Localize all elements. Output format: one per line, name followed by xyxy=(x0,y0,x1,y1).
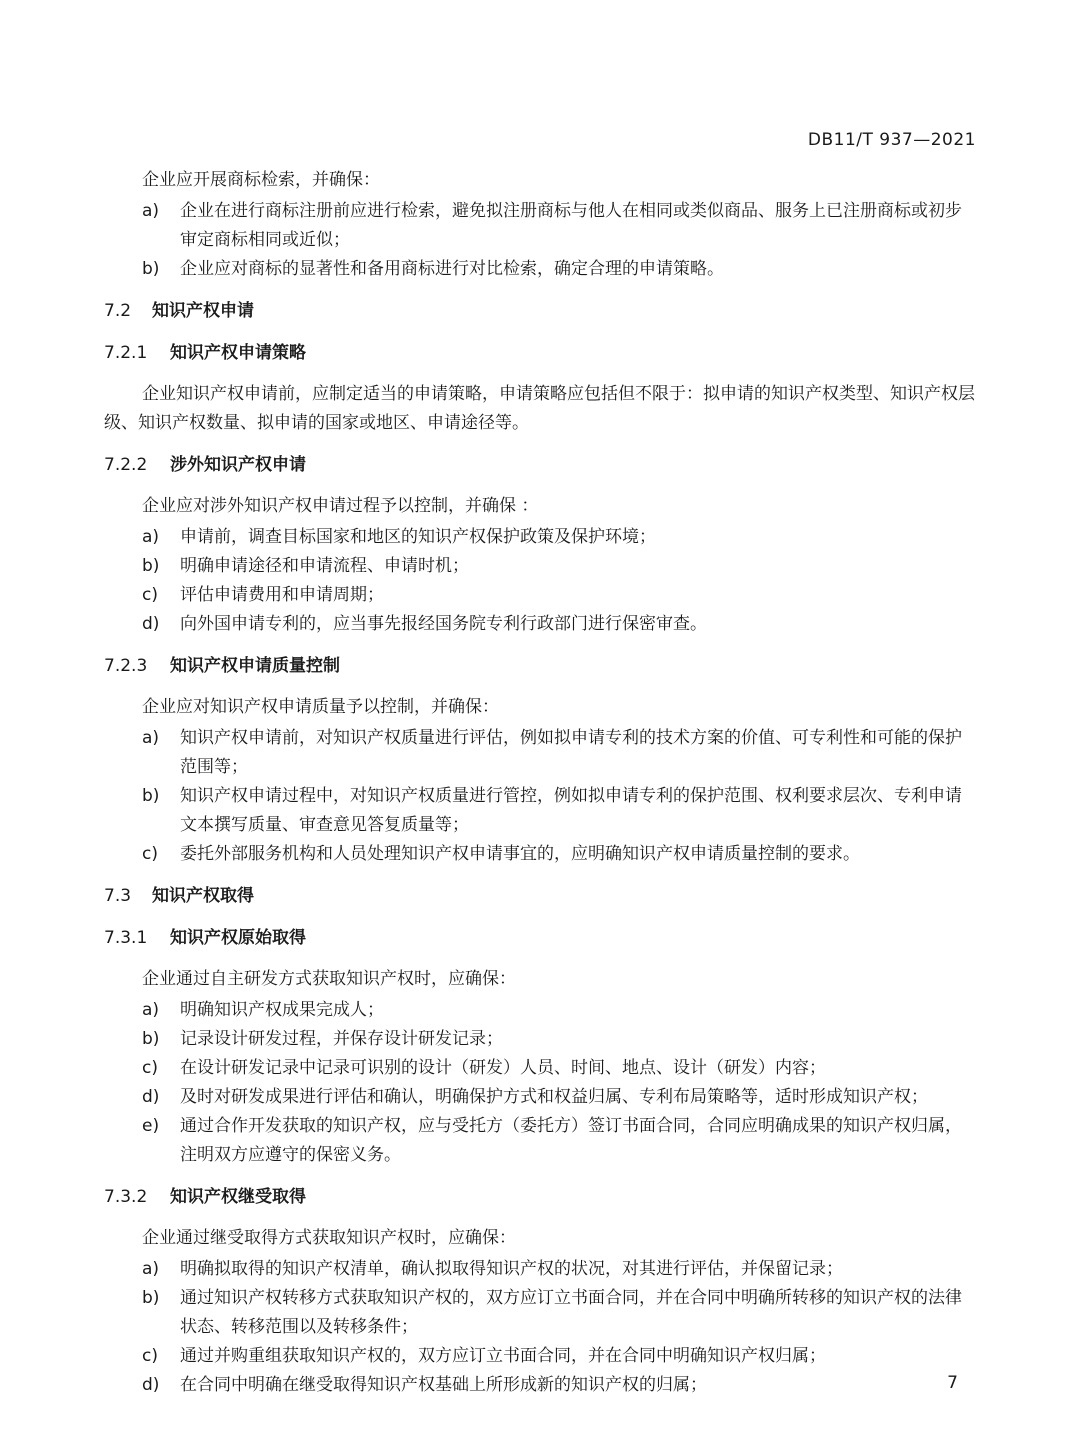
section-number: 7.2.1 xyxy=(104,343,148,363)
list-item-text: 明确拟取得的知识产权清单，确认拟取得知识产权的状况，对其进行评估，并保留记录； xyxy=(180,1259,843,1279)
section-number: 7.2 xyxy=(104,301,132,321)
list-item xyxy=(104,1083,976,1112)
list-item xyxy=(104,197,976,255)
list-item-text: 知识产权申请前，对知识产权质量进行评估，例如拟申请专利的技术方案的价值、可专利性和可能的保护范围等； xyxy=(180,728,962,777)
section-title: 知识产权申请策略 xyxy=(170,343,306,363)
list-item-marker: c) xyxy=(142,585,158,605)
list-item-marker: b) xyxy=(142,1029,160,1049)
section-heading xyxy=(104,451,976,480)
section-title: 涉外知识产权申请 xyxy=(170,455,306,475)
list-item-marker: d) xyxy=(142,614,160,634)
list-item-marker: d) xyxy=(142,1375,160,1395)
section-title: 知识产权原始取得 xyxy=(170,928,306,948)
list-item-text: 在设计研发记录中记录可识别的设计（研发）人员、时间、地点、设计（研发）内容； xyxy=(180,1058,826,1078)
section-title: 知识产权申请 xyxy=(152,301,254,321)
list-item xyxy=(104,552,976,581)
section-heading xyxy=(104,882,976,911)
list-item-marker: a) xyxy=(142,527,160,547)
list-item xyxy=(104,610,976,639)
section-title: 知识产权继受取得 xyxy=(170,1187,306,1207)
list-item xyxy=(104,581,976,610)
section-heading xyxy=(104,652,976,681)
list-item-marker: a) xyxy=(142,728,160,748)
list-item xyxy=(104,724,976,782)
list-item-text: 记录设计研发过程，并保存设计研发记录； xyxy=(180,1029,503,1049)
paragraph: 企业通过自主研发方式获取知识产权时，应确保： xyxy=(142,969,516,989)
list-item-marker: b) xyxy=(142,1288,160,1308)
document-body xyxy=(104,166,976,1400)
paragraph: 企业通过继受取得方式获取知识产权时，应确保： xyxy=(142,1228,516,1248)
list-item xyxy=(104,1284,976,1342)
list-item xyxy=(104,523,976,552)
list-item xyxy=(104,996,976,1025)
section-number: 7.3.1 xyxy=(104,928,148,948)
list-item-text: 通过知识产权转移方式获取知识产权的，双方应订立书面合同，并在合同中明确所转移的知识产权的法律状态、转移范围以及转移条件； xyxy=(180,1288,962,1337)
list-item-marker: c) xyxy=(142,1058,158,1078)
section-number: 7.2.2 xyxy=(104,455,148,475)
list-item-text: 通过合作开发获取的知识产权，应与受托方（委托方）签订书面合同，合同应明确成果的知识产权归属，注明双方应遵守的保密义务。 xyxy=(180,1116,962,1165)
section-number: 7.3 xyxy=(104,886,132,906)
list-item-marker: a) xyxy=(142,201,160,221)
list-item-marker: a) xyxy=(142,1259,160,1279)
section-title: 知识产权申请质量控制 xyxy=(170,656,340,676)
list-item-text: 申请前，调查目标国家和地区的知识产权保护政策及保护环境； xyxy=(180,527,656,547)
paragraph: 企业知识产权申请前，应制定适当的申请策略，申请策略应包括但不限于：拟申请的知识产权类型、知识产权层级、知识产权数量、拟申请的国家或地区、申请途径等。 xyxy=(104,384,975,433)
list-item-text: 及时对研发成果进行评估和确认，明确保护方式和权益归属、专利布局策略等，适时形成知识产权； xyxy=(180,1087,928,1107)
paragraph: 企业应开展商标检索，并确保： xyxy=(142,170,380,190)
paragraph: 企业应对涉外知识产权申请过程予以控制，并确保 ： xyxy=(142,496,539,516)
list-item-text: 委托外部服务机构和人员处理知识产权申请事宜的，应明确知识产权申请质量控制的要求。 xyxy=(180,844,860,864)
list-item xyxy=(104,1054,976,1083)
list-item-marker: d) xyxy=(142,1087,160,1107)
list-item-marker: c) xyxy=(142,844,158,864)
list-item-text: 企业在进行商标注册前应进行检索，避免拟注册商标与他人在相同或类似商品、服务上已注册商标或初步审定商标相同或近似； xyxy=(180,201,962,250)
list-item-text: 明确知识产权成果完成人； xyxy=(180,1000,384,1020)
list-item-marker: b) xyxy=(142,786,160,806)
section-heading xyxy=(104,1183,976,1212)
section-title: 知识产权取得 xyxy=(152,886,254,906)
list-item xyxy=(104,1112,976,1170)
list-item-text: 评估申请费用和申请周期； xyxy=(180,585,384,605)
list-item xyxy=(104,1255,976,1284)
section-number: 7.2.3 xyxy=(104,656,148,676)
list-item xyxy=(104,782,976,840)
list-item-text: 企业应对商标的显著性和备用商标进行对比检索，确定合理的申请策略。 xyxy=(180,259,724,279)
list-item xyxy=(104,840,976,869)
list-item xyxy=(104,1342,976,1371)
list-item-marker: e) xyxy=(142,1116,160,1136)
section-number: 7.3.2 xyxy=(104,1187,148,1207)
document-code: DB11/T 937—2021 xyxy=(807,130,976,150)
list-item-text: 通过并购重组获取知识产权的，双方应订立书面合同，并在合同中明确知识产权归属； xyxy=(180,1346,826,1366)
list-item-marker: b) xyxy=(142,556,160,576)
list-item-text: 知识产权申请过程中，对知识产权质量进行管控，例如拟申请专利的保护范围、权利要求层次、专利申请文本撰写质量、审查意见答复质量等； xyxy=(180,786,962,835)
section-heading xyxy=(104,297,976,326)
list-item-marker: a) xyxy=(142,1000,160,1020)
page-number: 7 xyxy=(947,1373,958,1393)
list-item-text: 向外国申请专利的，应当事先报经国务院专利行政部门进行保密审查。 xyxy=(180,614,707,634)
list-item xyxy=(104,1025,976,1054)
list-item-text: 明确申请途径和申请流程、申请时机； xyxy=(180,556,469,576)
section-heading xyxy=(104,339,976,368)
list-item xyxy=(104,255,976,284)
paragraph: 企业应对知识产权申请质量予以控制，并确保： xyxy=(142,697,499,717)
section-heading xyxy=(104,924,976,953)
list-item-marker: c) xyxy=(142,1346,158,1366)
list-item xyxy=(104,1371,976,1400)
list-item-text: 在合同中明确在继受取得知识产权基础上所形成新的知识产权的归属； xyxy=(180,1375,707,1395)
list-item-marker: b) xyxy=(142,259,160,279)
